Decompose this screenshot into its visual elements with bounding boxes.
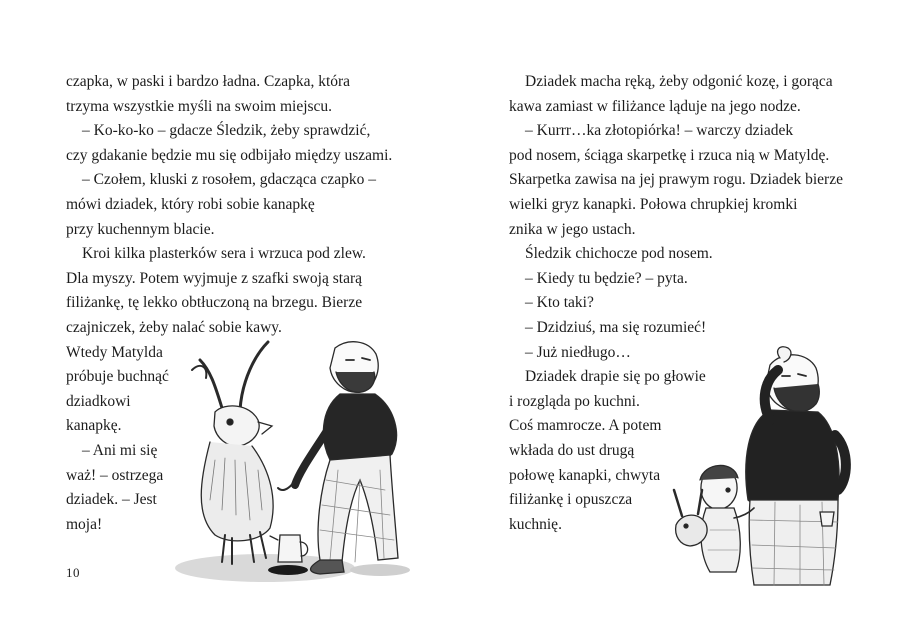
text-line: – Dzidziuś, ma się rozumieć! xyxy=(525,319,707,336)
text-line: – Czołem, kluski z rosołem, gdacząca czapko – xyxy=(82,171,376,189)
text-line: dziadek. – Jest xyxy=(66,491,157,509)
text-line: Dla myszy. Potem wyjmuje z szafki swoją starą xyxy=(66,269,363,287)
text-line: pod nosem, ściąga skarpetkę i rzuca nią w Matyldę. xyxy=(509,146,830,164)
page-number: 10 xyxy=(66,565,80,580)
text-line: filiżankę, tę lekko obtłuczoną na brzegu. Bierze xyxy=(66,294,363,312)
text-line: – Kiedy tu będzie? – pyta. xyxy=(525,269,688,287)
text-line: znika w jego ustach. xyxy=(509,220,636,238)
text-line: próbuje buchnąć xyxy=(66,368,169,386)
text-line: Kroi kilka plasterków sera i wrzuca pod zlew. xyxy=(82,245,366,263)
text-line: kawa zamiast w filiżance ląduje na jego nodze. xyxy=(509,97,801,115)
text-line: wkłada do ust drugą xyxy=(509,442,635,459)
text-line: połowę kanapki, chwyta xyxy=(509,466,661,484)
text-line: trzyma wszystkie myśli na swoim miejscu. xyxy=(66,97,333,115)
text-line: – Już niedługo… xyxy=(525,343,631,361)
text-line: Dziadek macha ręką, żeby odgonić kozę, i gorąca xyxy=(525,73,833,90)
grandpa-and-child-illustration xyxy=(670,340,870,600)
goat-and-grandpa-illustration xyxy=(170,330,430,600)
text-line: – Ko-ko-ko – gdacze Śledzik, żeby sprawdzić, xyxy=(82,122,371,140)
right-page xyxy=(450,0,900,630)
text-line: kuchnię. xyxy=(509,515,562,533)
text-line: Skarpetka zawisa na jej prawym rogu. Dziadek bierze xyxy=(509,171,843,189)
text-line: Śledzik chichocze pod nosem. xyxy=(525,245,713,263)
text-line: filiżankę i opuszcza xyxy=(509,491,633,509)
text-line: wielki gryz kanapki. Połowa chrupkiej kromki xyxy=(509,196,798,213)
text-line: Wtedy Matylda xyxy=(66,343,163,361)
text-line: czapka, w paski i bardzo ładna. Czapka, która xyxy=(66,73,351,90)
text-line: moja! xyxy=(66,515,103,533)
text-line: – Kurrr…ka złotopiórka! – warczy dziadek xyxy=(525,122,794,140)
text-line: dziadkowi xyxy=(66,392,131,410)
text-line: Coś mamrocze. A potem xyxy=(509,417,662,435)
text-line: przy kuchennym blacie. xyxy=(66,220,215,238)
text-line: – Ani mi się xyxy=(82,442,158,459)
text-line: czy gdakanie będzie mu się odbijało między uszami. xyxy=(66,146,393,164)
text-line: czajniczek, żeby nalać sobie kawy. xyxy=(66,319,282,336)
text-line: – Kto taki? xyxy=(525,294,594,312)
text-line: Dziadek drapie się po głowie xyxy=(525,368,706,386)
text-line: kanapkę. xyxy=(66,417,122,435)
text-line: mówi dziadek, który robi sobie kanapkę xyxy=(66,196,315,213)
text-line: i rozgląda po kuchni. xyxy=(509,392,640,410)
text-line: waż! – ostrzega xyxy=(66,466,164,484)
